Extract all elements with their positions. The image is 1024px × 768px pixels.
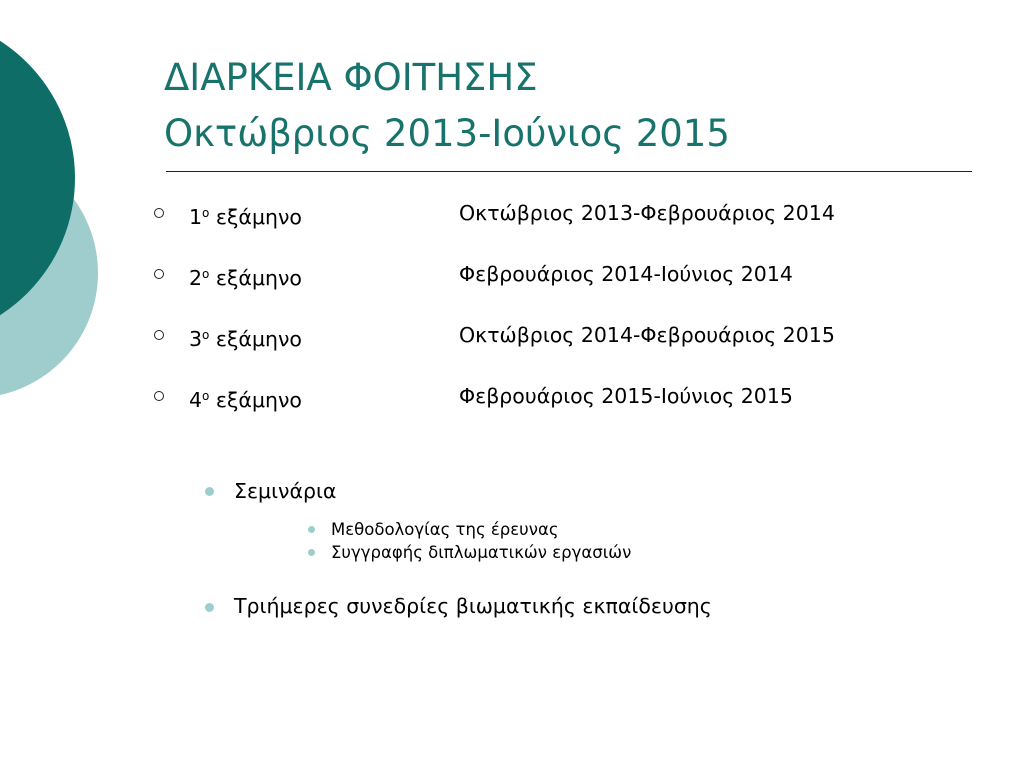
semester-period: Οκτώβριος 2013-Φεβρουάριος 2014: [459, 201, 835, 225]
semester-label: εξάμηνο: [215, 266, 302, 290]
semester-name: [189, 380, 302, 416]
semester-label: εξάμηνο: [215, 388, 302, 412]
ordinal-suffix: ο: [202, 328, 210, 342]
ordinal-suffix: ο: [202, 389, 210, 403]
semester-number: 2: [189, 266, 203, 290]
semester-name: [189, 197, 302, 233]
semester-row-2: [0, 258, 1024, 290]
semester-row-1: [0, 197, 1024, 229]
workshops-heading: Τριήμερες συνεδρίες βιωματικής εκπαίδευσης: [234, 594, 712, 618]
semester-period: Οκτώβριος 2014-Φεβρουάριος 2015: [459, 323, 835, 347]
semester-period: Φεβρουάριος 2015-Ιούνιος 2015: [459, 384, 793, 408]
dot-bullet-icon: [205, 487, 214, 496]
semester-label: εξάμηνο: [215, 327, 302, 351]
ordinal-suffix: ο: [202, 206, 210, 220]
semester-period: Φεβρουάριος 2014-Ιούνιος 2014: [459, 262, 793, 286]
dot-bullet-icon: [308, 549, 315, 556]
semester-row-4: [0, 380, 1024, 412]
seminar-item: Μεθοδολογίας της έρευνας: [331, 520, 559, 539]
seminar-item: Συγγραφής διπλωματικών εργασιών: [331, 543, 632, 562]
semester-number: 3: [189, 327, 203, 351]
ordinal-suffix: ο: [202, 267, 210, 281]
semester-label: εξάμηνο: [215, 205, 302, 229]
seminars-heading: Σεμινάρια: [234, 479, 337, 503]
ring-bullet-icon: [154, 330, 164, 340]
dot-bullet-icon: [308, 526, 315, 533]
semester-name: [189, 319, 302, 355]
semester-number: 1: [189, 205, 203, 229]
ring-bullet-icon: [154, 391, 164, 401]
title-line-2: Οκτώβριος 2013-Ιούνιος 2015: [164, 112, 730, 155]
slide-title: [164, 50, 730, 162]
semester-row-3: [0, 319, 1024, 351]
semester-name: [189, 258, 302, 294]
dot-bullet-icon: [205, 603, 214, 612]
title-line-1: ΔΙΑΡΚΕΙΑ ΦΟΙΤΗΣΗΣ: [164, 56, 538, 99]
title-divider: [166, 171, 972, 172]
ring-bullet-icon: [154, 208, 164, 218]
semester-number: 4: [189, 388, 203, 412]
ring-bullet-icon: [154, 269, 164, 279]
